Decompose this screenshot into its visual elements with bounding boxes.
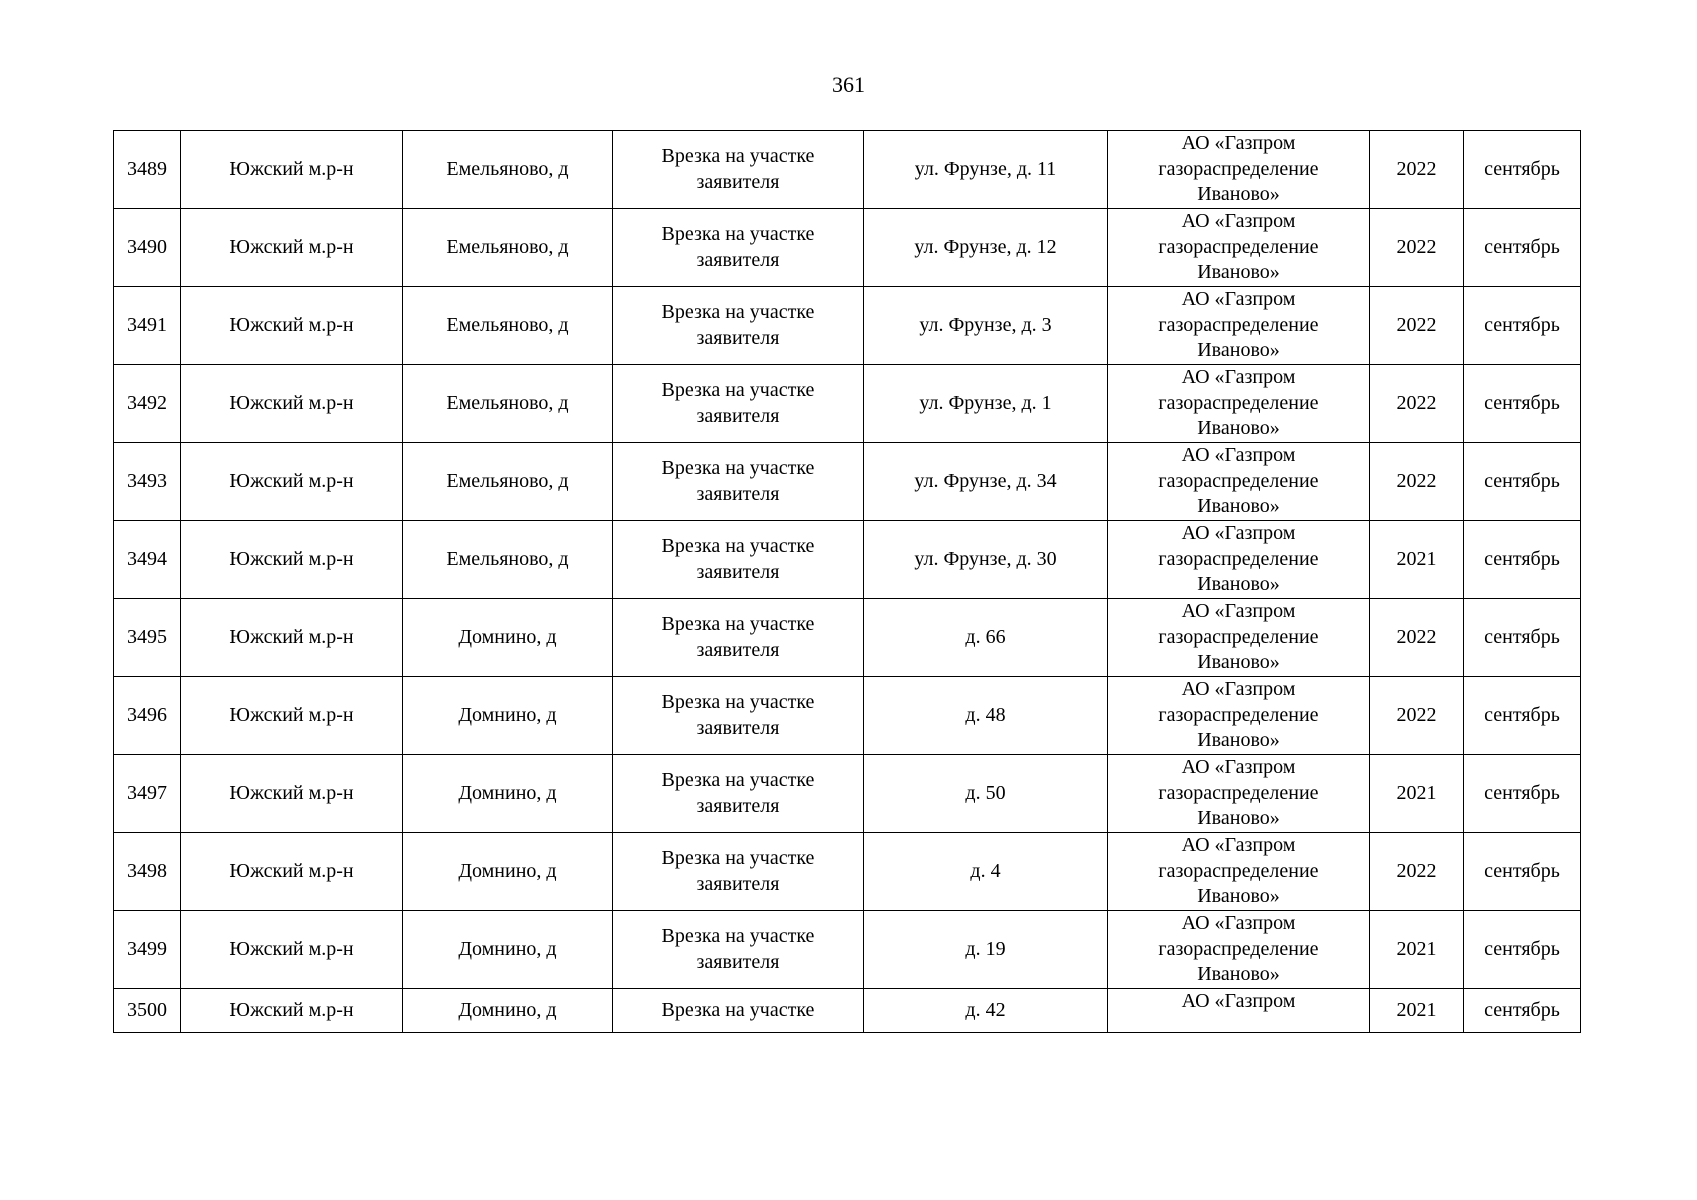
cell-address: д. 50 [864, 755, 1108, 833]
cell-number: 3500 [114, 989, 181, 1033]
cell-month: сентябрь [1464, 833, 1581, 911]
work-type-line: Врезка на участке [661, 301, 815, 323]
work-type-line: заявителя [696, 170, 780, 193]
organization-line: газораспределение [1158, 313, 1319, 336]
cell-district: Южский м.р-н [181, 755, 403, 833]
cell-district: Южский м.р-н [181, 443, 403, 521]
cell-district: Южский м.р-н [181, 131, 403, 209]
cell-district: Южский м.р-н [181, 209, 403, 287]
cell-year: 2022 [1370, 287, 1464, 365]
cell-number: 3492 [114, 365, 181, 443]
organization-line: газораспределение [1158, 547, 1319, 570]
cell-number: 3499 [114, 911, 181, 989]
work-type-line: заявителя [696, 404, 780, 427]
cell-month: сентябрь [1464, 131, 1581, 209]
organization-line: АО «Газпром [1181, 600, 1296, 623]
cell-number: 3496 [114, 677, 181, 755]
organization-line: Иваново» [1197, 261, 1280, 284]
cell-year: 2021 [1370, 755, 1464, 833]
organization-line: Иваново» [1197, 417, 1280, 440]
work-type-line: Врезка на участке [661, 535, 815, 557]
cell-district: Южский м.р-н [181, 833, 403, 911]
cell-number: 3498 [114, 833, 181, 911]
cell-number: 3497 [114, 755, 181, 833]
cell-month: сентябрь [1464, 599, 1581, 677]
cell-number: 3489 [114, 131, 181, 209]
cell-year: 2021 [1370, 989, 1464, 1033]
cell-work-type [613, 911, 864, 989]
cell-locality: Емельяново, д [403, 287, 613, 365]
cell-month: сентябрь [1464, 443, 1581, 521]
work-type-line: Врезка на участке [661, 379, 815, 401]
cell-district: Южский м.р-н [181, 521, 403, 599]
cell-month: сентябрь [1464, 365, 1581, 443]
cell-number: 3494 [114, 521, 181, 599]
cell-address: ул. Фрунзе, д. 30 [864, 521, 1108, 599]
work-type-line: заявителя [696, 716, 780, 739]
cell-work-type: Врезка на участке [613, 989, 864, 1033]
organization-line: газораспределение [1158, 235, 1319, 258]
cell-organization [1108, 911, 1370, 989]
cell-locality: Домнино, д [403, 989, 613, 1033]
cell-address: д. 48 [864, 677, 1108, 755]
cell-organization: АО «Газпром [1108, 989, 1370, 1033]
work-type-line: заявителя [696, 248, 780, 271]
cell-work-type [613, 131, 864, 209]
organization-line: Иваново» [1197, 495, 1280, 518]
work-type-line: заявителя [696, 950, 780, 973]
organization-line: Иваново» [1197, 885, 1280, 908]
work-type-line: заявителя [696, 560, 780, 583]
table-body [114, 131, 1581, 1033]
cell-year: 2022 [1370, 599, 1464, 677]
cell-organization [1108, 677, 1370, 755]
organization-line: АО «Газпром [1181, 522, 1296, 545]
organization-line: газораспределение [1158, 703, 1319, 726]
organization-line: АО «Газпром [1181, 288, 1296, 311]
organization-line: АО «Газпром [1181, 756, 1296, 779]
work-type-line: Врезка на участке [661, 613, 815, 635]
organization-line: газораспределение [1158, 859, 1319, 882]
organization-line: Иваново» [1197, 183, 1280, 206]
cell-address: д. 4 [864, 833, 1108, 911]
cell-year: 2021 [1370, 521, 1464, 599]
page-number: 361 [832, 72, 865, 97]
work-type-line: заявителя [696, 482, 780, 505]
cell-month: сентябрь [1464, 989, 1581, 1033]
cell-locality: Домнино, д [403, 755, 613, 833]
table-row [114, 989, 1581, 1033]
cell-organization [1108, 755, 1370, 833]
cell-locality: Емельяново, д [403, 443, 613, 521]
organization-line: газораспределение [1158, 937, 1319, 960]
cell-organization [1108, 131, 1370, 209]
cell-district: Южский м.р-н [181, 365, 403, 443]
cell-year: 2022 [1370, 443, 1464, 521]
cell-month: сентябрь [1464, 911, 1581, 989]
cell-work-type [613, 599, 864, 677]
organization-line: АО «Газпром [1181, 678, 1296, 701]
cell-year: 2022 [1370, 131, 1464, 209]
work-type-line: Врезка на участке [661, 457, 815, 479]
cell-month: сентябрь [1464, 287, 1581, 365]
cell-locality: Емельяново, д [403, 209, 613, 287]
cell-organization [1108, 365, 1370, 443]
organization-line: газораспределение [1158, 469, 1319, 492]
organization-line: Иваново» [1197, 573, 1280, 596]
cell-locality: Емельяново, д [403, 365, 613, 443]
cell-locality: Емельяново, д [403, 131, 613, 209]
cell-number: 3495 [114, 599, 181, 677]
cell-number: 3491 [114, 287, 181, 365]
organization-line: газораспределение [1158, 157, 1319, 180]
cell-number: 3490 [114, 209, 181, 287]
organization-line: Иваново» [1197, 807, 1280, 830]
organization-line: Иваново» [1197, 963, 1280, 986]
cell-work-type [613, 521, 864, 599]
cell-work-type [613, 833, 864, 911]
table-row [114, 131, 1581, 209]
cell-address: д. 66 [864, 599, 1108, 677]
cell-year: 2021 [1370, 911, 1464, 989]
cell-address: д. 19 [864, 911, 1108, 989]
organization-line: Иваново» [1197, 651, 1280, 674]
organization-line: Иваново» [1197, 339, 1280, 362]
work-type-line: Врезка на участке [661, 769, 815, 791]
cell-locality: Домнино, д [403, 833, 613, 911]
cell-year: 2022 [1370, 209, 1464, 287]
table-row [114, 833, 1581, 911]
cell-work-type [613, 365, 864, 443]
cell-locality: Домнино, д [403, 911, 613, 989]
cell-address: ул. Фрунзе, д. 34 [864, 443, 1108, 521]
cell-year: 2022 [1370, 677, 1464, 755]
cell-work-type [613, 209, 864, 287]
table-row [114, 443, 1581, 521]
cell-organization [1108, 287, 1370, 365]
organization-line: АО «Газпром [1181, 834, 1296, 857]
table-row [114, 599, 1581, 677]
cell-organization [1108, 521, 1370, 599]
cell-locality: Домнино, д [403, 599, 613, 677]
organization-line: АО «Газпром [1181, 132, 1296, 155]
table-row [114, 911, 1581, 989]
work-type-line: Врезка на участке [661, 223, 815, 245]
cell-locality: Домнино, д [403, 677, 613, 755]
work-type-line: заявителя [696, 794, 780, 817]
cell-work-type [613, 755, 864, 833]
cell-month: сентябрь [1464, 677, 1581, 755]
organization-line: АО «Газпром [1181, 444, 1296, 467]
cell-work-type [613, 443, 864, 521]
cell-address: ул. Фрунзе, д. 3 [864, 287, 1108, 365]
cell-locality: Емельяново, д [403, 521, 613, 599]
table-row [114, 209, 1581, 287]
table-row [114, 755, 1581, 833]
organization-line: Иваново» [1197, 729, 1280, 752]
cell-month: сентябрь [1464, 755, 1581, 833]
table-row [114, 365, 1581, 443]
cell-organization [1108, 599, 1370, 677]
organization-line: газораспределение [1158, 625, 1319, 648]
cell-organization [1108, 209, 1370, 287]
cell-district: Южский м.р-н [181, 599, 403, 677]
cell-address: ул. Фрунзе, д. 11 [864, 131, 1108, 209]
registry-table [113, 130, 1581, 1033]
cell-month: сентябрь [1464, 521, 1581, 599]
cell-district: Южский м.р-н [181, 989, 403, 1033]
work-type-line: Врезка на участке [661, 925, 815, 947]
cell-work-type [613, 287, 864, 365]
work-type-line: заявителя [696, 326, 780, 349]
work-type-line: Врезка на участке [661, 691, 815, 713]
cell-month: сентябрь [1464, 209, 1581, 287]
cell-organization [1108, 443, 1370, 521]
table-row [114, 521, 1581, 599]
cell-number: 3493 [114, 443, 181, 521]
cell-work-type [613, 677, 864, 755]
cell-address: д. 42 [864, 989, 1108, 1033]
work-type-line: заявителя [696, 872, 780, 895]
cell-address: ул. Фрунзе, д. 12 [864, 209, 1108, 287]
cell-organization [1108, 833, 1370, 911]
cell-year: 2022 [1370, 365, 1464, 443]
organization-line: газораспределение [1158, 391, 1319, 414]
work-type-line: заявителя [696, 638, 780, 661]
work-type-line: Врезка на участке [661, 847, 815, 869]
organization-line: АО «Газпром [1181, 912, 1296, 935]
organization-line: АО «Газпром [1181, 366, 1296, 389]
organization-line: газораспределение [1158, 781, 1319, 804]
cell-district: Южский м.р-н [181, 287, 403, 365]
table-row [114, 287, 1581, 365]
cell-year: 2022 [1370, 833, 1464, 911]
cell-address: ул. Фрунзе, д. 1 [864, 365, 1108, 443]
table-row [114, 677, 1581, 755]
cell-district: Южский м.р-н [181, 911, 403, 989]
organization-line: АО «Газпром [1181, 210, 1296, 233]
work-type-line: Врезка на участке [661, 145, 815, 167]
cell-district: Южский м.р-н [181, 677, 403, 755]
